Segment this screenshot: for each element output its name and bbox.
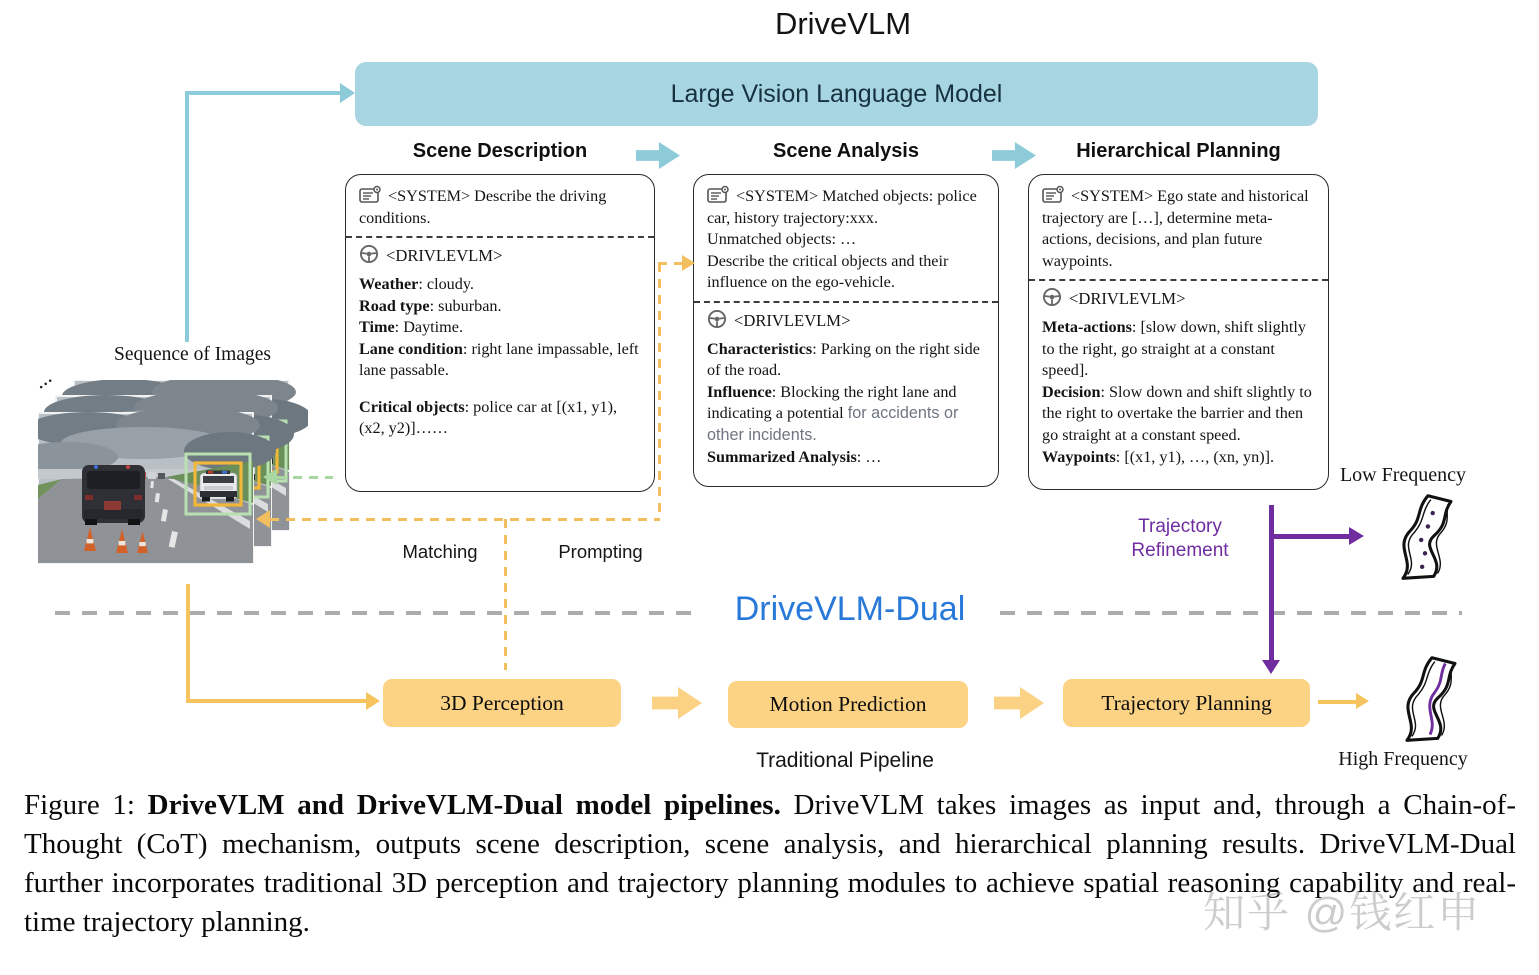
dual-divider-left bbox=[55, 611, 700, 615]
dual-divider-right bbox=[1000, 611, 1462, 615]
refinement-line-horizontal bbox=[1269, 534, 1353, 539]
drivevlm-dual-title: DriveVLM-Dual bbox=[734, 590, 966, 628]
prompting-label: Prompting bbox=[558, 541, 643, 562]
system-text: <SYSTEM> Matched objects: police car, history trajectory:xxx. bbox=[707, 187, 977, 227]
caption-bold-title: DriveVLM and DriveVLM-Dual model pipelines. bbox=[147, 789, 781, 821]
image-to-lvlm-line-horizontal bbox=[185, 91, 343, 95]
prompting-dashed-hook bbox=[658, 262, 684, 265]
to-image-arrowhead-icon bbox=[256, 510, 270, 528]
note-icon bbox=[1042, 185, 1064, 204]
note-icon bbox=[707, 185, 729, 204]
header-hierarchical-planning: Hierarchical Planning bbox=[1076, 140, 1281, 162]
motion-prediction-box: Motion Prediction bbox=[728, 681, 968, 728]
highlighted-text: for accidents or other incidents. bbox=[707, 404, 959, 444]
system-text: <SYSTEM> Describe the driving conditions. bbox=[359, 187, 607, 227]
road-icon-dotted bbox=[1378, 490, 1474, 586]
field-meta-actions: Meta-actions: [slow down, shift slightly to the right, go straight at a constant speed]. bbox=[1042, 318, 1306, 380]
field-time: Time: Daytime. bbox=[359, 318, 464, 337]
image-to-perception-line-horizontal bbox=[186, 699, 368, 703]
system-text: <SYSTEM> Ego state and historical trajectory are […], determine meta-actions, decisions, and plan future waypoints. bbox=[1042, 187, 1309, 270]
system-prompt bbox=[707, 185, 985, 294]
field-road-type: Road type: suburban. bbox=[359, 296, 502, 315]
scene-description-panel bbox=[345, 174, 655, 492]
refinement-line-vertical bbox=[1269, 505, 1274, 661]
model-tag-text: <DRIVLEVLM> bbox=[734, 310, 851, 330]
to-high-frequency-line bbox=[1318, 700, 1360, 704]
drivevlm-tag bbox=[1042, 287, 1315, 310]
system-text-line: Unmatched objects: … bbox=[707, 230, 857, 249]
to-high-frequency-arrowhead-icon bbox=[1356, 693, 1369, 709]
road-icon-solid bbox=[1382, 652, 1478, 748]
prompting-dashed-line-vertical-down bbox=[504, 519, 507, 670]
header-scene-description: Scene Description bbox=[412, 140, 588, 162]
field-critical-objects: Critical objects: police car at [(x1, y1), (x2, y2)]…… bbox=[359, 397, 618, 438]
photo-front bbox=[38, 407, 276, 563]
field-characteristics: Characteristics: Parking on the right side of the road. bbox=[707, 339, 980, 380]
drivevlm-tag bbox=[707, 309, 985, 332]
image-to-perception-line-vertical bbox=[186, 584, 190, 702]
caption-figure-label: Figure 1: bbox=[24, 789, 148, 821]
matching-arrowhead-icon bbox=[263, 469, 277, 485]
steering-wheel-icon bbox=[1042, 287, 1062, 307]
field-decision: Decision: Slow down and shift slightly to the right to overtake the barrier and then go straight at a constant speed. bbox=[1042, 382, 1312, 444]
hierarchical-planning-panel bbox=[1028, 174, 1329, 490]
to-trajectory-planning-arrowhead-icon bbox=[1262, 660, 1280, 674]
drivevlm-tag bbox=[359, 244, 641, 267]
dashed-divider bbox=[694, 301, 998, 303]
header-scene-analysis: Scene Analysis bbox=[772, 140, 919, 162]
right-arrow-icon bbox=[994, 687, 1044, 719]
trajectory-refinement-label: Trajectory Refinement bbox=[1131, 516, 1229, 561]
model-tag-text: <DRIVLEVLM> bbox=[1069, 289, 1186, 309]
to-scene-analysis-arrowhead-icon bbox=[682, 255, 695, 271]
field-influence: Influence: Blocking the right lane and indicating a potential for accidents or other incidents. bbox=[707, 382, 959, 444]
system-prompt bbox=[359, 185, 641, 229]
to-low-frequency-arrowhead-icon bbox=[1349, 527, 1364, 545]
lvlm-banner bbox=[355, 62, 1318, 126]
note-icon bbox=[359, 185, 381, 204]
sequence-of-images-label: Sequence of Images bbox=[113, 344, 272, 365]
matching-dashed-line bbox=[277, 476, 333, 479]
model-tag-text: <DRIVLEVLM> bbox=[386, 246, 503, 266]
system-text-line: Describe the critical objects and their influence on the ego-vehicle. bbox=[707, 251, 949, 292]
high-frequency-label: High Frequency bbox=[1338, 748, 1468, 770]
steering-wheel-icon bbox=[707, 309, 727, 329]
right-arrow-icon bbox=[652, 687, 702, 719]
dashed-divider bbox=[1029, 279, 1328, 281]
caption-body: DriveVLM takes images as input and, through a Chain-of-Thought (CoT) mechanism, outputs scene description, scene analysis, and hierarchical planning results. DriveVLM-Dual further incorporates traditional 3D perception and trajectory planning modules to achieve spatial reasoning capability and real-time trajectory planning. bbox=[24, 789, 1516, 938]
trajectory-planning-box: Trajectory Planning bbox=[1063, 679, 1310, 727]
3d-perception-box: 3D Perception bbox=[383, 679, 621, 727]
image-to-lvlm-arrowhead-icon bbox=[340, 83, 355, 103]
lvlm-label: Large Vision Language Model bbox=[670, 79, 1003, 108]
field-lane-condition: Lane condition: right lane impassable, left lane passable. bbox=[359, 339, 639, 380]
diagram-title: DriveVLM bbox=[774, 6, 912, 41]
field-waypoints: Waypoints: [(x1, y1), …, (xn, yn)]. bbox=[1042, 447, 1275, 466]
scene-analysis-panel bbox=[693, 174, 999, 487]
prompting-dashed-line-horizontal bbox=[270, 518, 660, 521]
traditional-pipeline-label: Traditional Pipeline bbox=[756, 749, 934, 772]
field-summarized-analysis: Summarized Analysis: … bbox=[707, 447, 882, 466]
low-frequency-label: Low Frequency bbox=[1339, 464, 1467, 486]
prompting-dashed-line-vertical-up bbox=[658, 263, 661, 519]
dashed-divider bbox=[346, 236, 654, 238]
system-prompt bbox=[1042, 185, 1315, 272]
field-weather: Weather: cloudy. bbox=[359, 275, 474, 294]
watermark: 知乎 @钱红申 bbox=[1203, 889, 1482, 936]
sequence-ellipsis: ... bbox=[28, 363, 56, 394]
to-perception-arrowhead-icon bbox=[366, 692, 380, 710]
image-to-lvlm-line-vertical bbox=[185, 92, 189, 342]
matching-label: Matching bbox=[402, 541, 478, 562]
steering-wheel-icon bbox=[359, 244, 379, 264]
